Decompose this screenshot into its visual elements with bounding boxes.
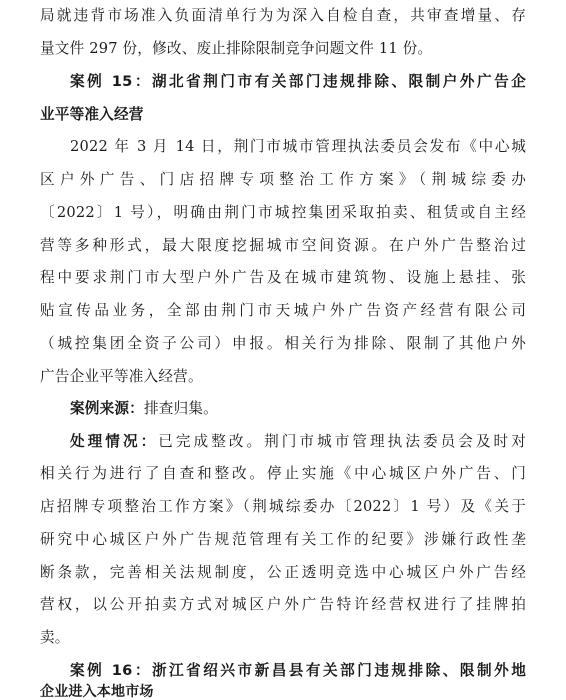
paragraph-line: （城控集团全资子公司）申报。相关行为排除、限制了其他户外: [40, 335, 526, 352]
paragraph-line: 区户外广告、门店招牌专项整治工作方案》（荆城综委办: [40, 171, 526, 188]
paragraph-line: 程中要求荆门市大型户外广告及在城市建筑物、设施上悬挂、张: [40, 269, 526, 286]
paragraph-line: 〔2022〕1 号），明确由荆门市城控集团采取拍卖、租赁或自主经: [40, 204, 526, 221]
case-16-heading: 案例 16：浙江省绍兴市新昌县有关部门违规排除、限制外地: [70, 662, 526, 679]
handling-label: 处理情况：: [70, 433, 159, 450]
case-source-value: 排查归集。: [143, 400, 218, 417]
paragraph-line: 店招牌专项整治工作方案》（荆城综委办〔2022〕1 号）及《关于: [40, 498, 526, 515]
paragraph-line: 营等多种形式，最大限度挖掘城市空间资源。在户外广告整治过: [40, 237, 526, 254]
paragraph-line: 广告企业平等准入经营。: [40, 368, 203, 385]
paragraph-line: 营权，以公开拍卖方式对城区户外广告特许经营权进行了挂牌拍: [40, 596, 526, 613]
handling-value: 已完成整改。荆门市城市管理执法委员会及时对: [158, 433, 526, 450]
paragraph-line: 断条款，完善相关法规制度，公正透明竞选中心城区户外广告经: [40, 564, 526, 581]
case-15-heading-cont: 业平等准入经营: [40, 106, 144, 123]
paragraph-line: 2022 年 3 月 14 日，荆门市城市管理执法委员会发布《中心城: [70, 138, 526, 155]
case-15-heading: 案例 15：湖北省荆门市有关部门违规排除、限制户外广告企: [70, 73, 526, 90]
paragraph-line: 量文件 297 份，修改、废止排除限制竞争问题文件 11 份。: [40, 40, 433, 57]
paragraph-line: 相关行为进行了自查和整改。停止实施《中心城区户外广告、门: [40, 465, 526, 482]
case-source-line: [70, 399, 526, 419]
case-source-label: 案例来源：: [70, 400, 144, 417]
paragraph-line: 研究中心城区户外广告规范管理有关工作的纪要》涉嫌行政性垄: [40, 531, 526, 548]
case-16-heading-cont: 企业进入本地市场: [40, 684, 154, 700]
handling-line: [70, 432, 526, 452]
paragraph-line: 卖。: [40, 629, 70, 646]
paragraph-line: 贴宣传品业务，全部由荆门市天城户外广告资产经营有限公司: [40, 302, 526, 319]
paragraph-line: 局就违背市场准入负面清单行为为深入自检自查，共审查增量、存: [40, 7, 526, 24]
